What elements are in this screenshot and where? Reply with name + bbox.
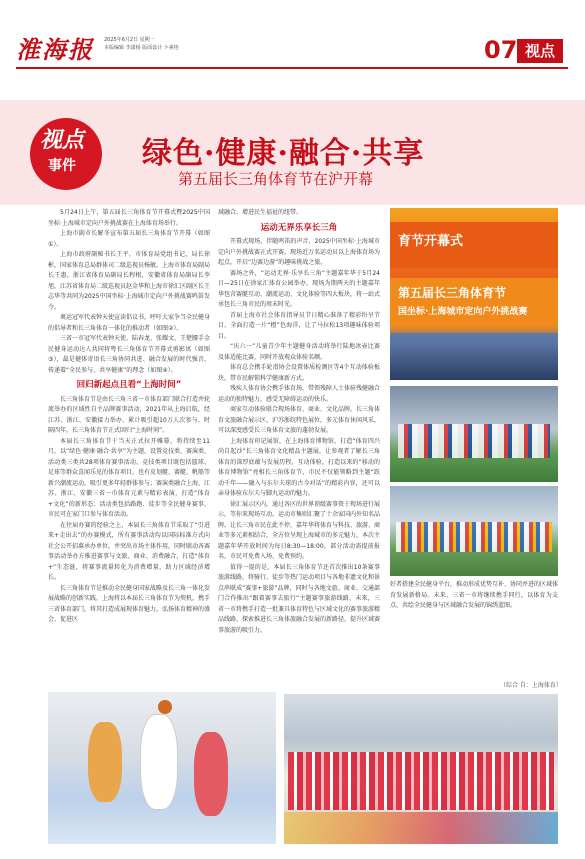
issue-meta <box>104 36 179 52</box>
paragraph: 上海市政府副秘书长王平，市体育局党组书记、局长徐彬，国家体育总局群体司二级巡视员杨敏，上海市体育局副局长王惠，浙江省体育局副局长程根，安徽省体育局副局长李旭，江苏省体育局二级巡视员赵金华和上海市徐汇区副区长王志华等共同为2025中国坐标·上海城市定向户外挑战赛鸣笛发令。 <box>48 251 211 311</box>
photo-banner-text: 国坐标·上海城市定向户外挑战赛 <box>398 307 528 317</box>
subheadline: 第五届长三角体育节在沪开幕 <box>178 170 374 188</box>
paragraph: 上海体育印记展馆，在上海体育博物馆，打造“体育四兴尚自起沙”长三角体育文化精品主题展，让参观者了解长三角体育的深厚底蕴与发展历程，互动体验，打造以来的“移动的体育博物馆”亮相长三角体育节，市民不仅能领略到主题“跃动千年——融入与东尔夫球的古今对话”的精彩内容，还可以亲身体验东尔夫与脚丸运动的魅力。 <box>218 437 380 497</box>
paragraph: 长三角体育节是由长三角三省一市体育部门联合打造并轮流举办的区域性自主品牌赛事活动，2021年从上海启航，经江苏、浙江、安徽接力举办，累计吸引超10万人次参与，时隔四年，长三角体育节正式回归“上海时间”。 <box>48 395 211 434</box>
newspaper-logo: 淮海报 <box>16 35 94 64</box>
issue-date: 2025年6月2日 星期一 <box>104 37 155 43</box>
section-tag: 视点 <box>517 39 563 63</box>
section-heading: 运动无界乐享长三角 <box>260 222 338 233</box>
paragraph: 长三角体育节是推动全民健身国家战略及长三角一体化发展战略的创新实践，上海将以本届长三角体育节为契机，携手三省体育部门，将其打造成展现体育魅力、弘扬体育精神的盛会、促进区 <box>48 584 211 623</box>
article-column-3 <box>390 580 558 612</box>
photo-banner-text: 育节开幕式 <box>398 234 464 249</box>
paragraph: 徐汇展示区内，通过各区的世界顶级赛事资于现场进行展示，等你来现场互动。运动市集则汇聚了十余家国内外知名品牌。让长三角市民在此不停，嘉年华将体育与科技、旅游、商业等多元素相结合，全方位呈现上海城市的多元魅力。本次主题嘉年华开放时间为每日8:30—18:00，部分活动需提前报名，市民可免费入场、免费预约。 <box>218 500 381 560</box>
paragraph: 残疾人体育协会携手体育场，带领残障人士体验残健融合运动的独特魅力，感受无障碍运动的快乐。 <box>218 385 381 403</box>
badge-main-text: 视点 <box>40 127 85 153</box>
paragraph: 首届上海市社会体育指导员节日精心准备了精彩纷呈节目，全面打造一片“橙”色海洋，让了马拉松13项趣味体验项目。 <box>218 311 380 340</box>
photo-banner-text: 第五届长三角体育节 <box>398 286 507 300</box>
masthead <box>0 0 585 70</box>
paragraph: 奥运冠军代表钟天使宣读倡议书，呼吁大家争当全民健身的倡导者和长三角体育一体化的推动者（如图②）。 <box>48 314 211 332</box>
basketball <box>158 700 172 714</box>
photo-player <box>88 722 122 802</box>
top-rule <box>16 67 568 69</box>
photo-group-ceremony <box>390 486 558 576</box>
paragraph: 在往届办赛的经验之上，本届长三角体育节采取了“引进来+走出去”的办赛模式，所有赛事活动均以国际标准方式向社会公开招募承办单位，并突出市场主体作用，同时联动各赛事活动举办方推进赛事与文旅、商业、消费融合，打造“体育+”生态链，将赛事流量转化为消费增量，助力区域经济增长。 <box>48 521 211 581</box>
paragraph: 域融合、增进民生福祉的纽带。 <box>218 209 303 216</box>
photo-player <box>140 714 178 810</box>
paragraph: 5月24日上午，第五届长三角体育节开幕式暨2025中国坐标·上海城市定向户外挑战赛在上海体育场举行。 <box>48 209 210 227</box>
photo-basketball-game <box>48 692 276 844</box>
article-column-2 <box>218 208 380 636</box>
paragraph: 值得一提的是，本届长三角体育节还首次推出10条赛事旅游线路，将骑行、徒步等热门运动项目与各地非遗文化和景点串联成“赛事+旅游”品牌，同时与各地文旅、商业、交通部门合作推出“跟着赛事去旅行”主题赛事旅游线路，未来，三省一市将携手打造一批兼具体育特色与区域文化的赛事旅游精品线路，探索推进长三角体旅融合发展的新路径，提升区域赛事旅游的吸引力。 <box>218 563 381 634</box>
photo-opening-ceremony-stage <box>390 208 558 380</box>
badge-sub-text: 事件 <box>48 158 76 174</box>
paragraph: “庆六一”儿童青少年主题健身活动将举行陆地冰壶比赛及体适能比赛，同时开放观众体验名额。 <box>218 343 380 361</box>
headline: 绿色·健康·融合·共享 <box>142 136 425 171</box>
article-credit: （综合 自：上海体育） <box>500 682 562 689</box>
paragraph: 商家互动体验联合现场体育、商业、文化品牌，长三角体育文旅融合展示区，沪苏浙皖特色展位，多元体育休闲风采，可以深度感受长三角体育文旅的蓬勃发展。 <box>218 406 381 434</box>
issue-editors: 本版编辑 李潇杨 版面设计 卜素艳 <box>104 45 179 51</box>
section-heading: 回归新起点且看“上海时间” <box>76 380 182 390</box>
photo-stadium-performance <box>390 386 558 482</box>
photo-group <box>396 522 552 552</box>
photo-floor <box>284 812 558 844</box>
paragraph: 好者搭建全民健身平台，推动形成优势互补、协同并进的区域体育发展新格局。未来，三省一市将继续携手同行，以体育为支点，共绘全民健身与区域融合发展的锦绣蓝图。 <box>390 581 559 609</box>
photo-performers <box>398 424 550 458</box>
paragraph: 三省一市冠军代表钟天使、陆春龙、张耀文、王楚腰手金民健身运动达人共同将粤长三角体育节开幕式剪影寓（如图③），最是健体寄语长三角协同共进、融合发展的时代强音，传递着“全民参与、共享健康”的理念（如图④）。 <box>48 335 211 374</box>
paragraph: 开幕式现场，伴随鸣笛的声音，2025中国坐标·上海城市定向户外挑战赛正式开赛，现场近万名运动员以上海体育场为起点，开启“边赛边游”的趣味挑战之旅。 <box>218 238 381 266</box>
photo-crowd <box>390 326 558 380</box>
article-column-1 <box>48 208 210 626</box>
photo-crowd <box>288 752 554 810</box>
paragraph: 本届长三角体育节于当天正式拉开帷幕，将持续至11月，以“绿色·健康·融合·共享”为主题，设置竞技类、赛演类、活动类三类共28项体育赛事活动，竞技类项目既包括篮球、足球等群众喜闻乐见的体育项目，也有皮划艇、赛艇、帆船等新兴潮流运动，吸引更多年轻群体参与；赛演类融合上海、江苏、浙江、安徽三省一市体育元素与精彩表演，打造“体育+文化”的新形态；活动类包括路跑、徒步等全民健身赛事，市民可在家门口参与体育活动。 <box>48 437 211 518</box>
paragraph: 上海市副市长解冬宣布第五届长三角体育节开幕（如图①）。 <box>48 230 210 248</box>
paragraph: 体育总会携手轮滑协会设置体质检测区等4个互动体验板块，带市民解锁科学健康新方式。 <box>218 364 380 382</box>
paragraph: 赛场之外，“运动无界·乐享长三角”主题嘉年华于5月24日—25日在徐家汇体育公园举办，现场为期两天的主题嘉年华包含赛艇互动、潮流运动、文化体验等四大板块，将一站式承包长三角市民的周末时光。 <box>218 269 381 308</box>
photo-player <box>194 732 228 816</box>
page-number: 07 <box>484 36 518 64</box>
photo-crowd-group <box>284 694 558 844</box>
